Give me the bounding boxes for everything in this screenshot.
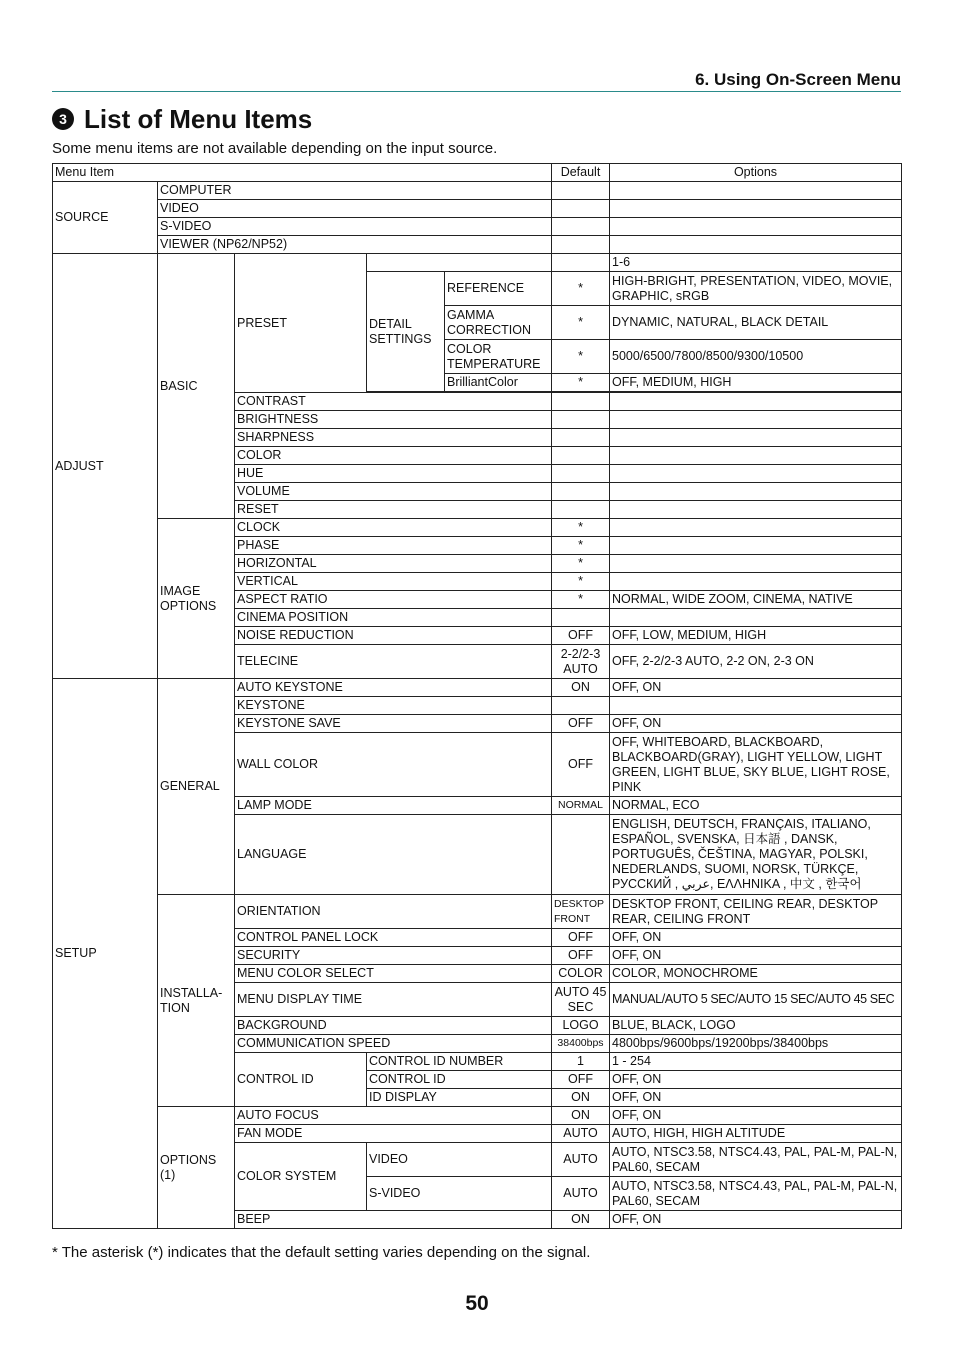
options-cell (610, 537, 902, 555)
menu-item-label: VIDEO (367, 1143, 552, 1177)
default-cell: 2-2/2-3 AUTO (552, 645, 610, 679)
menu-item-label: CONTROL ID NUMBER (367, 1053, 552, 1071)
options-cell (610, 555, 902, 573)
default-cell (552, 815, 610, 895)
options-cell: AUTO, NTSC3.58, NTSC4.43, PAL, PAL-M, PAL-N, PAL60, SECAM (610, 1177, 902, 1211)
options-cell: OFF, LOW, MEDIUM, HIGH (610, 627, 902, 645)
options-cell: 1 - 254 (610, 1053, 902, 1071)
default-cell: * (552, 306, 610, 340)
default-cell: ON (552, 679, 610, 697)
options-cell: OFF, ON (610, 947, 902, 965)
header-menu-item: Menu Item (53, 164, 552, 182)
menu-item-label: REFERENCE (445, 272, 552, 306)
page-number: 50 (465, 1292, 489, 1315)
options-cell: AUTO, HIGH, HIGH ALTITUDE (610, 1125, 902, 1143)
table-row (53, 182, 902, 200)
table-row (53, 218, 902, 236)
menu-item-label: PHASE (235, 537, 552, 555)
menu-item-label: COMMUNICATION SPEED (235, 1035, 552, 1053)
intro-text: Some menu items are not available depending on the input source. (52, 140, 498, 157)
menu-item-label: VIDEO (158, 200, 552, 218)
menu-item-label: BrilliantColor (445, 374, 552, 392)
default-cell: OFF (552, 715, 610, 733)
default-cell: OFF (552, 929, 610, 947)
default-cell: * (552, 573, 610, 591)
menu-item-label: CINEMA POSITION (235, 609, 552, 627)
default-cell: AUTO (552, 1125, 610, 1143)
table-header-row (53, 164, 902, 182)
table-row (53, 200, 902, 218)
options-cell: OFF, ON (610, 1211, 902, 1229)
menu-item-label: ORIENTATION (235, 895, 552, 929)
subgroup-general: GENERAL (158, 679, 235, 895)
menu-item-label: CLOCK (235, 519, 552, 537)
menu-item-label: TELECINE (235, 645, 552, 679)
menu-item-label: S-VIDEO (367, 1177, 552, 1211)
options-cell: OFF, MEDIUM, HIGH (610, 374, 902, 392)
menu-item-label: GAMMA CORRECTION (445, 306, 552, 340)
options-cell: 5000/6500/7800/8500/9300/10500 (610, 340, 902, 374)
default-cell: AUTO 45 SEC (552, 983, 610, 1017)
menu-item-label: KEYSTONE (235, 697, 552, 715)
default-cell: ON (552, 1089, 610, 1107)
menu-item-label: LAMP MODE (235, 797, 552, 815)
header-options: Options (610, 164, 902, 182)
menu-item-label: AUTO KEYSTONE (235, 679, 552, 697)
menu-item-label: VIEWER (NP62/NP52) (158, 236, 552, 254)
options-cell (610, 573, 902, 591)
menu-item-label: RESET (235, 501, 552, 519)
menu-item-label: COLOR (235, 447, 552, 465)
detail-settings-label: DETAIL SETTINGS (367, 272, 445, 392)
default-cell (552, 609, 610, 627)
menu-item-label: BACKGROUND (235, 1017, 552, 1035)
table-row (53, 679, 902, 697)
default-cell: * (552, 519, 610, 537)
options-cell: OFF, ON (610, 1107, 902, 1125)
subgroup-basic: BASIC (158, 254, 235, 519)
table-row (53, 1107, 902, 1125)
menu-item-label: ID DISPLAY (367, 1089, 552, 1107)
options-cell: 4800bps/9600bps/19200bps/38400bps (610, 1035, 902, 1053)
default-cell: COLOR (552, 965, 610, 983)
default-cell: * (552, 591, 610, 609)
options-cell (610, 609, 902, 627)
table-row (53, 236, 902, 254)
menu-item-control-id: CONTROL ID (235, 1053, 367, 1107)
default-cell: ON (552, 1211, 610, 1229)
menu-item-label: CONTRAST (235, 393, 552, 411)
menu-item-label: BRIGHTNESS (235, 411, 552, 429)
menu-item-label: HORIZONTAL (235, 555, 552, 573)
default-cell: OFF (552, 627, 610, 645)
table-row (53, 895, 902, 929)
options-cell: OFF, ON (610, 715, 902, 733)
default-cell: AUTO (552, 1177, 610, 1211)
options-cell (610, 519, 902, 537)
menu-item-label: S-VIDEO (158, 218, 552, 236)
options-cell: DESKTOP FRONT, CEILING REAR, DESKTOP REAR, CEILING FRONT (610, 895, 902, 929)
menu-items-table (52, 163, 902, 1229)
default-cell: DESKTOP FRONT (552, 895, 610, 929)
menu-item-label: BEEP (235, 1211, 552, 1229)
default-cell: AUTO (552, 1143, 610, 1177)
options-cell: AUTO, NTSC3.58, NTSC4.43, PAL, PAL-M, PAL-N, PAL60, SECAM (610, 1143, 902, 1177)
default-cell: OFF (552, 1071, 610, 1089)
menu-item-label: CONTROL ID (367, 1071, 552, 1089)
default-cell: * (552, 272, 610, 306)
section-title: 6. Using On-Screen Menu (695, 70, 901, 89)
page-heading: List of Menu Items (84, 103, 313, 134)
menu-item-label: SECURITY (235, 947, 552, 965)
options-cell: 1-6 (610, 254, 902, 272)
group-source: SOURCE (53, 182, 158, 254)
default-cell: * (552, 340, 610, 374)
menu-item-label: AUTO FOCUS (235, 1107, 552, 1125)
table-row (53, 254, 902, 272)
default-cell: OFF (552, 947, 610, 965)
menu-item-label: VERTICAL (235, 573, 552, 591)
options-cell (610, 697, 902, 715)
subgroup-image-options: IMAGE OPTIONS (158, 519, 235, 679)
menu-item-label: HUE (235, 465, 552, 483)
options-cell: OFF, WHITEBOARD, BLACKBOARD, BLACKBOARD(GRAY), LIGHT YELLOW, LIGHT GREEN, LIGHT BLUE, SKY BLUE, LIGHT ROSE, PINK (610, 733, 902, 797)
options-cell: BLUE, BLACK, LOGO (610, 1017, 902, 1035)
menu-item-color-system: COLOR SYSTEM (235, 1143, 367, 1211)
menu-item-label: LANGUAGE (235, 815, 552, 895)
default-cell: 1 (552, 1053, 610, 1071)
options-cell: DYNAMIC, NATURAL, BLACK DETAIL (610, 306, 902, 340)
step-number-badge: 3 (52, 108, 74, 130)
options-cell: MANUAL/AUTO 5 SEC/AUTO 15 SEC/AUTO 45 SEC (610, 983, 902, 1017)
default-cell: OFF (552, 733, 610, 797)
default-cell: * (552, 537, 610, 555)
default-cell: * (552, 555, 610, 573)
menu-item-preset: PRESET (235, 254, 367, 393)
default-cell: NORMAL (552, 797, 610, 815)
default-cell: ON (552, 1107, 610, 1125)
footnote: * The asterisk (*) indicates that the default setting varies depending on the signal. (52, 1244, 591, 1261)
menu-item-label: MENU DISPLAY TIME (235, 983, 552, 1017)
menu-item-label: CONTROL PANEL LOCK (235, 929, 552, 947)
options-cell: NORMAL, ECO (610, 797, 902, 815)
subgroup-options: OPTIONS (1) (158, 1107, 235, 1229)
menu-item-label: WALL COLOR (235, 733, 552, 797)
default-cell: * (552, 374, 610, 392)
section-header (52, 69, 901, 92)
options-cell: OFF, ON (610, 1071, 902, 1089)
group-adjust: ADJUST (53, 254, 158, 679)
table-row (53, 519, 902, 537)
menu-item-label: NOISE REDUCTION (235, 627, 552, 645)
menu-item-label: FAN MODE (235, 1125, 552, 1143)
options-cell: ENGLISH, DEUTSCH, FRANÇAIS, ITALIANO, ESPAÑOL, SVENSKA, 日本語 , DANSK, PORTUGUÊS, ČEŠTINA, MAGYAR, POLSKI, NEDERLANDS, SUOMI, NORSK, TÜRKÇE, РУССКИЙ , عربي, ΕΛΛΗΝΙΚΑ , 中文 , 한국어 (610, 815, 902, 895)
default-cell: 38400bps (552, 1035, 610, 1053)
options-cell: HIGH-BRIGHT, PRESENTATION, VIDEO, MOVIE, GRAPHIC, sRGB (610, 272, 902, 306)
options-cell: OFF, ON (610, 929, 902, 947)
options-cell: NORMAL, WIDE ZOOM, CINEMA, NATIVE (610, 591, 902, 609)
menu-item-label: SHARPNESS (235, 429, 552, 447)
group-setup: SETUP (53, 679, 158, 1229)
options-cell: OFF, ON (610, 679, 902, 697)
header-default: Default (552, 164, 610, 182)
menu-item-label: KEYSTONE SAVE (235, 715, 552, 733)
menu-item-label: VOLUME (235, 483, 552, 501)
page-title (52, 102, 312, 136)
menu-item-label: ASPECT RATIO (235, 591, 552, 609)
default-cell: LOGO (552, 1017, 610, 1035)
menu-item-label: MENU COLOR SELECT (235, 965, 552, 983)
subgroup-installation: INSTALLA-TION (158, 895, 235, 1107)
options-cell: OFF, ON (610, 1089, 902, 1107)
options-cell: OFF, 2-2/2-3 AUTO, 2-2 ON, 2-3 ON (610, 645, 902, 679)
menu-item-label: COLOR TEMPERATURE (445, 340, 552, 374)
default-cell (552, 697, 610, 715)
menu-item-label: COMPUTER (158, 182, 552, 200)
options-cell: COLOR, MONOCHROME (610, 965, 902, 983)
